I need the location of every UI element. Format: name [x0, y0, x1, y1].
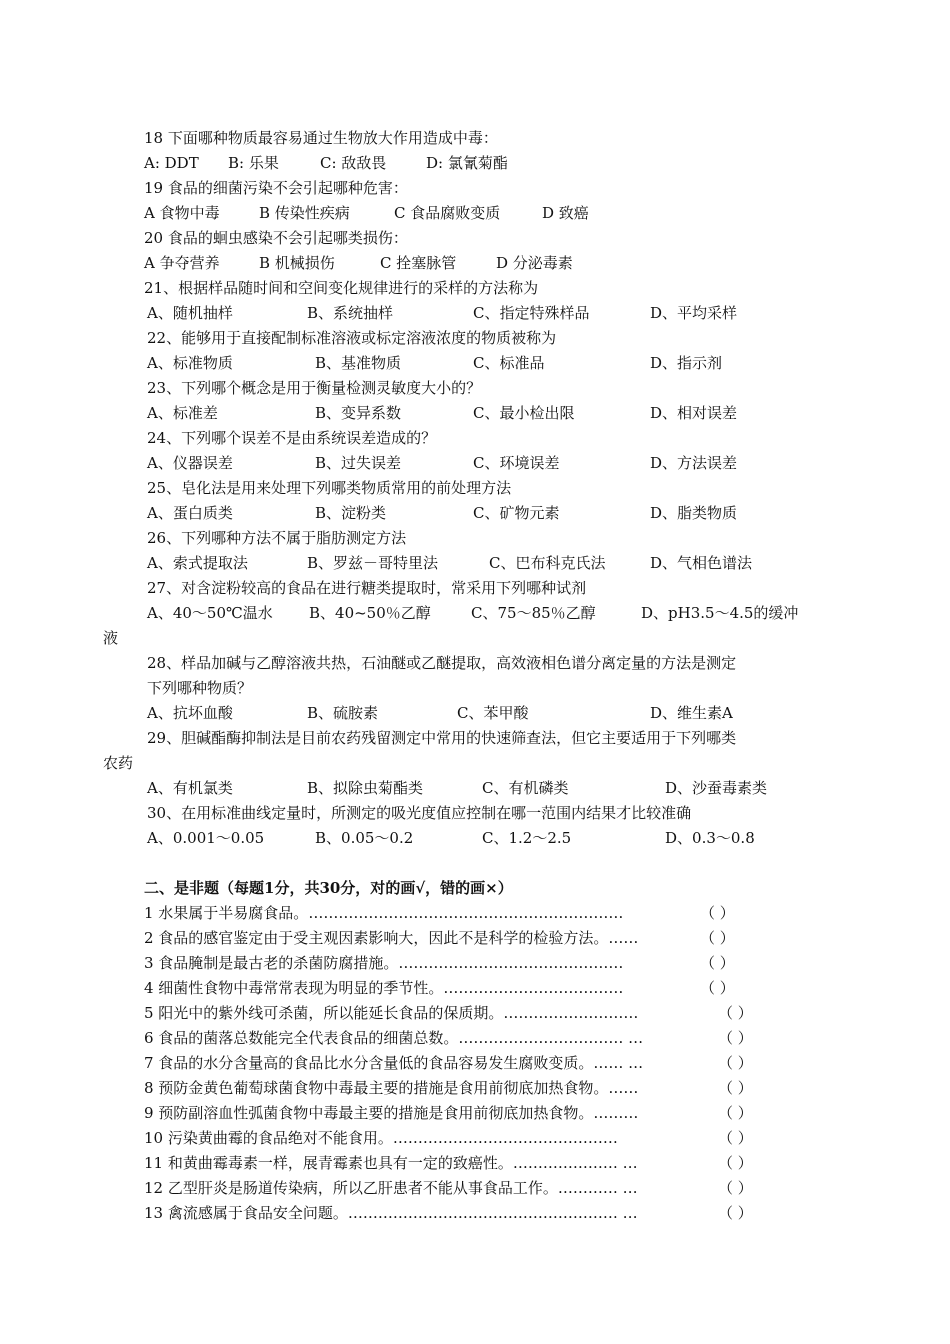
answer-blank[interactable]: （ ）	[718, 1179, 753, 1197]
option-c: C、最小检出限	[473, 404, 575, 422]
question-options	[144, 153, 844, 173]
option-d-wrap: 液	[103, 629, 119, 647]
option-b: B、系统抽样	[307, 304, 394, 322]
tf-item-text: 10 污染黄曲霉的食品绝对不能食用。………………………………………	[144, 1129, 618, 1147]
tf-item-text: 5 阳光中的紫外线可杀菌，所以能延长食品的保质期。………………………	[144, 1004, 639, 1022]
option-c: C、指定特殊样品	[473, 304, 590, 322]
question-stem: 18 下面哪种物质最容易通过生物放大作用造成中毒：	[144, 129, 498, 147]
option-c: C、环境误差	[473, 454, 560, 472]
question-options	[144, 253, 844, 273]
option-a: A、抗坏血酸	[147, 704, 233, 722]
option-a: A、标准差	[147, 404, 218, 422]
option-b: B: 乐果	[228, 154, 279, 172]
option-b: B、罗兹－哥特里法	[307, 554, 439, 572]
option-a: A 争夺营养	[144, 254, 220, 272]
tf-item	[144, 1078, 764, 1098]
question-stem: 26、下列哪种方法不属于脂肪测定方法	[147, 529, 407, 547]
tf-item-text: 7 食品的水分含量高的食品比水分含量低的食品容易发生腐败变质。…… …	[144, 1054, 644, 1072]
question-options	[147, 778, 847, 798]
option-d: D、气相色谱法	[650, 554, 753, 572]
option-b: B、硫胺素	[307, 704, 379, 722]
question-options	[147, 403, 847, 423]
answer-blank[interactable]: （ ）	[700, 979, 735, 997]
option-c: C、苯甲酸	[457, 704, 529, 722]
option-a: A、蛋白质类	[147, 504, 233, 522]
question-options	[147, 703, 847, 723]
option-b: B、0.05～0.2	[315, 829, 414, 847]
option-a: A、0.001～0.05	[147, 829, 265, 847]
section-heading: 二、是非题（每题1分，共30分，对的画√，错的画×）	[144, 879, 513, 897]
option-d: D、沙蚕毒素类	[665, 779, 768, 797]
option-d: D、脂类物质	[650, 504, 738, 522]
question-options	[147, 353, 847, 373]
option-a: A、索式提取法	[147, 554, 248, 572]
question-options	[147, 503, 847, 523]
question-options	[147, 603, 847, 623]
tf-item-text: 12 乙型肝炎是肠道传染病，所以乙肝患者不能从事食品工作。………… …	[144, 1179, 638, 1197]
answer-blank[interactable]: （ ）	[718, 1054, 753, 1072]
question-stem: 23、下列哪个概念是用于衡量检测灵敏度大小的？	[147, 379, 482, 397]
option-b: B 机械损伤	[259, 254, 335, 272]
option-c: C、巴布科克氏法	[489, 554, 606, 572]
option-d: D: 氯氰菊酯	[426, 154, 508, 172]
option-c: C、有机磷类	[482, 779, 569, 797]
answer-blank[interactable]: （ ）	[718, 1154, 753, 1172]
option-c: C: 敌敌畏	[320, 154, 387, 172]
answer-blank[interactable]: （ ）	[718, 1029, 753, 1047]
answer-blank[interactable]: （ ）	[718, 1104, 753, 1122]
question-stem: 21、根据样品随时间和空间变化规律进行的采样的方法称为	[144, 279, 539, 297]
option-a: A、仪器误差	[147, 454, 233, 472]
option-a: A 食物中毒	[144, 204, 220, 222]
tf-item-text: 3 食品腌制是最古老的杀菌防腐措施。………………………………………	[144, 954, 624, 972]
option-d: D、指示剂	[650, 354, 723, 372]
answer-blank[interactable]: （ ）	[718, 1204, 753, 1222]
tf-item-text: 2 食品的感官鉴定由于受主观因素影响大，因此不是科学的检验方法。……	[144, 929, 639, 947]
option-d: D、相对误差	[650, 404, 738, 422]
question-stem-wrap: 农药	[103, 754, 134, 772]
option-b: B、淀粉类	[315, 504, 387, 522]
tf-item	[144, 953, 744, 973]
option-d: D 致癌	[542, 204, 589, 222]
tf-item	[144, 1203, 764, 1223]
tf-item	[144, 1178, 764, 1198]
answer-blank[interactable]: （ ）	[718, 1079, 753, 1097]
tf-item	[144, 903, 744, 923]
answer-blank[interactable]: （ ）	[718, 1129, 753, 1147]
option-b: B、拟除虫菊酯类	[307, 779, 424, 797]
option-c: C 食品腐败变质	[394, 204, 501, 222]
tf-item-text: 1 水果属于半易腐食品。………………………………………………………	[144, 904, 624, 922]
tf-item-text: 13 禽流感属于食品安全问题。……………………………………………… …	[144, 1204, 638, 1222]
question-stem: 22、能够用于直接配制标准溶液或标定溶液浓度的物质被称为	[147, 329, 557, 347]
option-d: D、pH3.5～4.5的缓冲	[641, 604, 799, 622]
option-b: B、变异系数	[315, 404, 402, 422]
question-options	[147, 303, 847, 323]
tf-item	[144, 1053, 764, 1073]
option-d: D、平均采样	[650, 304, 738, 322]
question-options	[144, 203, 844, 223]
option-a: A、随机抽样	[147, 304, 233, 322]
question-stem: 19 食品的细菌污染不会引起哪种危害：	[144, 179, 408, 197]
option-d: D 分泌毒素	[496, 254, 573, 272]
question-options	[147, 553, 847, 573]
option-c: C 拴塞脉管	[380, 254, 457, 272]
option-a: A: DDT	[144, 154, 199, 172]
tf-item	[144, 1153, 764, 1173]
option-a: A、标准物质	[147, 354, 233, 372]
option-d: D、方法误差	[650, 454, 738, 472]
question-options	[147, 453, 847, 473]
question-options	[147, 828, 847, 848]
option-b: B、基准物质	[315, 354, 402, 372]
answer-blank[interactable]: （ ）	[718, 1004, 753, 1022]
question-stem: 24、下列哪个误差不是由系统误差造成的？	[147, 429, 437, 447]
answer-blank[interactable]: （ ）	[700, 954, 735, 972]
tf-item-text: 9 预防副溶血性弧菌食物中毒最主要的措施是食用前彻底加热食物。………	[144, 1104, 639, 1122]
option-a: A、40～50℃温水	[147, 604, 273, 622]
option-c: C、矿物元素	[473, 504, 560, 522]
question-stem: 28、样品加碱与乙醇溶液共热，石油醚或乙醚提取，高效液相色谱分离定量的方法是测定	[147, 654, 737, 672]
tf-item	[144, 1128, 764, 1148]
answer-blank[interactable]: （ ）	[700, 904, 735, 922]
option-c: C、75～85％乙醇	[471, 604, 596, 622]
question-stem: 25、皂化法是用来处理下列哪类物质常用的前处理方法	[147, 479, 512, 497]
option-b: B 传染性疾病	[259, 204, 350, 222]
option-a: A、有机氯类	[147, 779, 233, 797]
option-d: D、维生素A	[650, 704, 733, 722]
option-d: D、0.3～0.8	[665, 829, 755, 847]
option-c: C、标准品	[473, 354, 545, 372]
tf-item	[144, 1103, 764, 1123]
question-stem: 20 食品的蛔虫感染不会引起哪类损伤：	[144, 229, 408, 247]
tf-item	[144, 978, 744, 998]
tf-item-text: 11 和黄曲霉毒素一样，展青霉素也具有一定的致癌性。………………… …	[144, 1154, 638, 1172]
option-c: C、1.2～2.5	[482, 829, 572, 847]
tf-item-text: 8 预防金黄色葡萄球菌食物中毒最主要的措施是食用前彻底加热食物。……	[144, 1079, 639, 1097]
tf-item	[144, 928, 744, 948]
tf-item	[144, 1028, 764, 1048]
tf-item-text: 4 细菌性食物中毒常常表现为明显的季节性。………………………………	[144, 979, 624, 997]
question-stem: 29、胆碱酯酶抑制法是目前农药残留测定中常用的快速筛查法，但它主要适用于下列哪类	[147, 729, 737, 747]
option-b: B、40~50％乙醇	[309, 604, 431, 622]
tf-item	[144, 1003, 764, 1023]
question-stem: 30、在用标准曲线定量时，所测定的吸光度值应控制在哪一范围内结果才比较准确	[147, 804, 692, 822]
answer-blank[interactable]: （ ）	[700, 929, 735, 947]
tf-item-text: 6 食品的菌落总数能完全代表食品的细菌总数。…………………………… …	[144, 1029, 644, 1047]
question-stem-continued: 下列哪种物质？	[147, 679, 253, 697]
option-b: B、过失误差	[315, 454, 402, 472]
question-stem: 27、对含淀粉较高的食品在进行糖类提取时，常采用下列哪种试剂	[147, 579, 587, 597]
